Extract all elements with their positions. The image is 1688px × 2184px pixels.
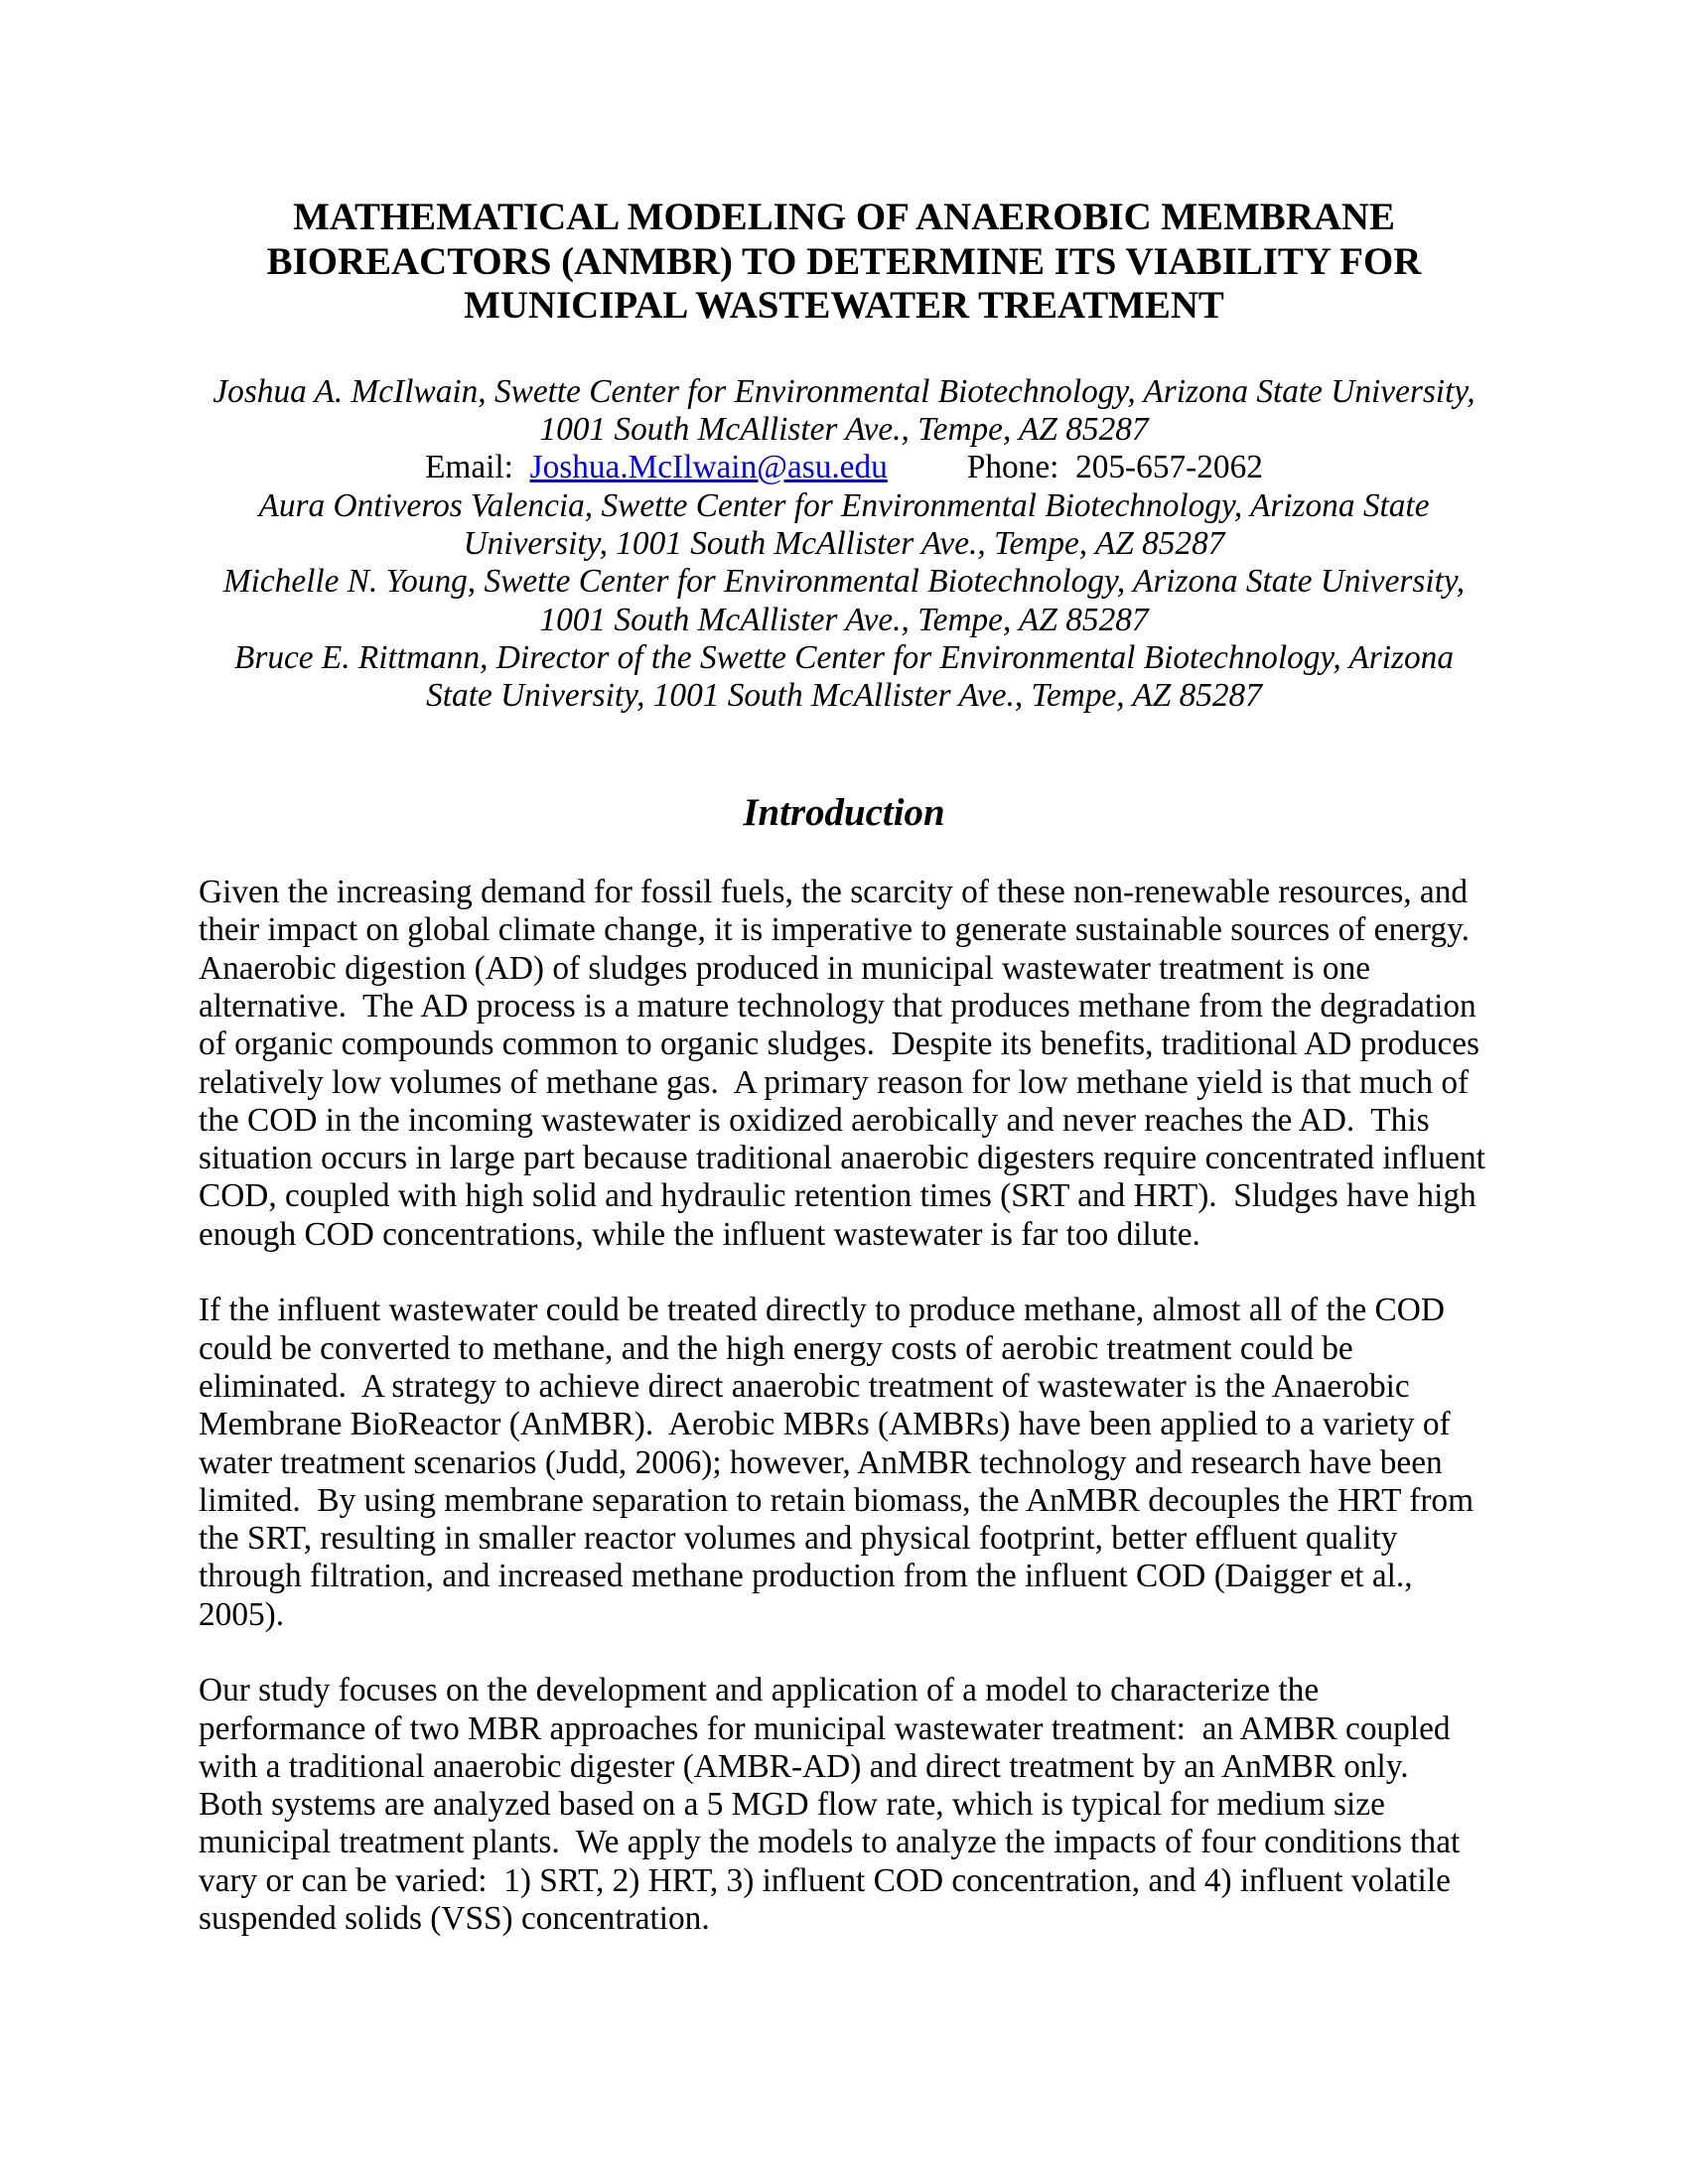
section-heading-introduction: Introduction — [743, 791, 945, 835]
paragraph-2: If the influent wastewater could be treated directly to produce methane, almost all of the COD could be converted to methane, and the high energy costs of aerobic treatment could be eliminated. A strategy to achieve direct anaerobic treatment of wastewater is the Anaerobic Membrane BioReactor (AnMBR). Aerobic MBRs (AMBRs) have been applied to a variety of water treatment scenarios (Judd, 2006); however, AnMBR technology and research have been limited. By using membrane separation to retain biomass, the AnMBR decouples the HRT from the SRT, resulting in smaller reactor volumes and physical footprint, better effluent quality through filtration, and increased methane production from the influent COD (Daigger et al., 2005). — [199, 1292, 1482, 1633]
author-affiliation-4: Bruce E. Rittmann, Director of the Swette Center for Environmental Biotechnology, Arizona — [233, 638, 1454, 676]
title-line-2: BIOREACTORS (ANMBR) TO DETERMINE ITS VIABILITY FOR — [266, 239, 1422, 283]
author-affiliation-2: Aura Ontiveros Valencia, Swette Center for Environmental Biotechnology, Arizona State — [258, 486, 1430, 524]
paper-title — [199, 196, 1489, 329]
contact-line — [199, 449, 1489, 486]
email-label: Email: — [425, 449, 530, 486]
author-address-3: 1001 South McAllister Ave., Tempe, AZ 85287 — [539, 601, 1149, 638]
author-affiliation-3: Michelle N. Young, Swette Center for Environmental Biotechnology, Arizona State University, — [222, 563, 1466, 601]
phone-label: Phone: — [966, 449, 1076, 486]
author-affiliation-1: Joshua A. McIlwain, Swette Center for Environmental Biotechnology, Arizona State University, — [212, 372, 1476, 410]
author-address-2: University, 1001 South McAllister Ave., Tempe, AZ 85287 — [463, 524, 1225, 562]
paragraph-1: Given the increasing demand for fossil fuels, the scarcity of these non-renewable resources, and their impact on global climate change, it is imperative to generate sustainable sources of energy. Anaerobic digestion (AD) of sludges produced in municipal wastewater treatment is one alternative. The AD process is a mature technology that produces methane from the degradation of organic compounds common to organic sludges. Despite its benefits, traditional AD produces relatively low volumes of methane gas. A primary reason for low methane yield is that much of the COD in the incoming wastewater is oxidized aerobically and never reaches the AD. This situation occurs in large part because traditional anaerobic digesters require concentrated influent COD, coupled with high solid and hydraulic retention times (SRT and HRT). Sludges have high enough COD concentrations, while the influent wastewater is far too dilute. — [199, 874, 1494, 1253]
email-link[interactable]: Joshua.McIlwain@asu.edu — [529, 449, 888, 486]
paragraph-3: Our study focuses on the development and application of a model to characterize the performance of two MBR approaches for municipal wastewater treatment: an AMBR coupled with a traditional anaerobic digester (AMBR-AD) and direct treatment by an AnMBR only. Both systems are analyzed based on a 5 MGD flow rate, which is typical for medium size municipal treatment plants. We apply the models to analyze the impacts of four conditions that vary or can be varied: 1) SRT, 2) HRT, 3) influent COD concentration, and 4) influent volatile suspended solids (VSS) concentration. — [199, 1672, 1469, 1938]
author-block — [199, 373, 1489, 716]
author-address-4: State University, 1001 South McAllister Ave., Tempe, AZ 85287 — [426, 677, 1262, 715]
phone-number: 205-657-2062 — [1075, 449, 1263, 486]
title-line-3: MUNICIPAL WASTEWATER TREATMENT — [464, 284, 1224, 328]
title-line-1: MATHEMATICAL MODELING OF ANAEROBIC MEMBRANE — [293, 196, 1395, 238]
author-address-1: 1001 South McAllister Ave., Tempe, AZ 85287 — [539, 411, 1149, 449]
